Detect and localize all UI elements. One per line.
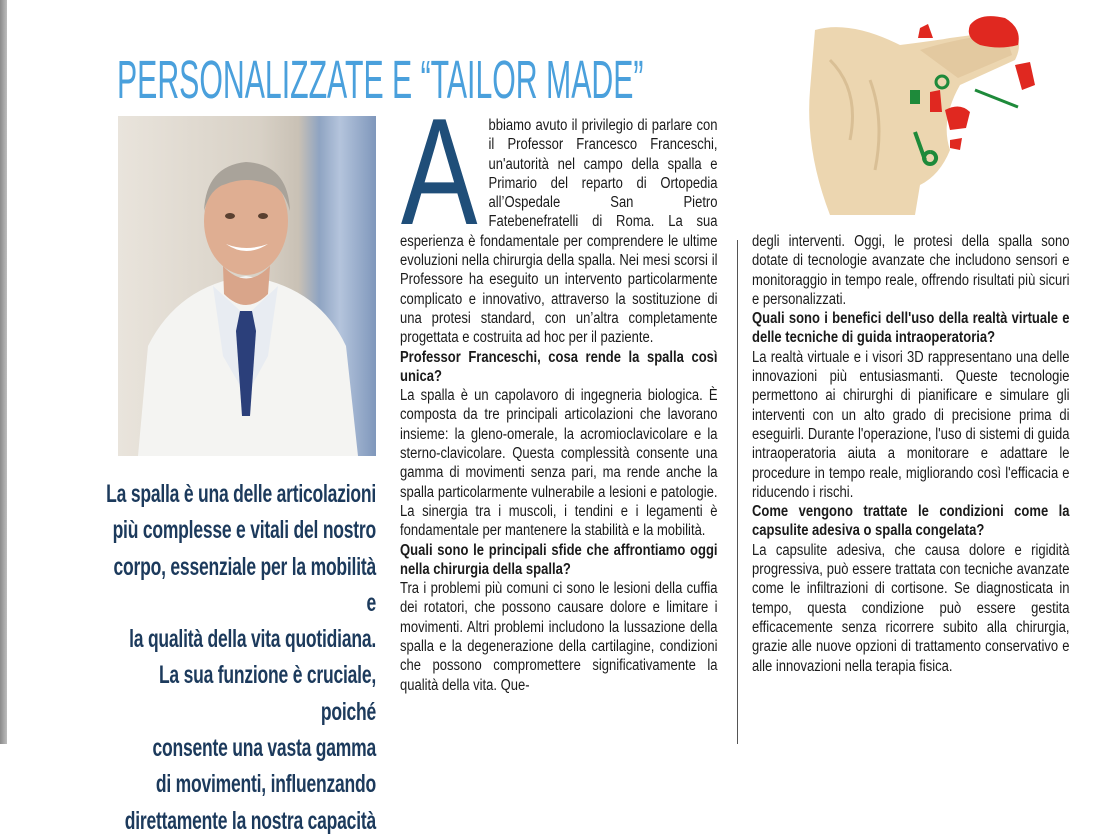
pull-quote-line: consente una vasta gamma — [152, 734, 376, 763]
pull-quote-line: più complesse e vitali del nostro — [112, 516, 376, 545]
question-heading: Come vengono trattate le condizioni come la capsulite adesiva o spalla congelata? — [752, 503, 1070, 540]
answer-paragraph: La capsulite adesiva, che causa dolore e rigidità progressiva, può essere trattata con tecniche avanzate come le infiltrazioni di cortisone. Se diagnosticata in tempo, questa condizione può essere gestita efficacemente senza ricorrere subito alla chirurgia, grazie alle nuove opzioni di trattamento conservativo e alle innovazioni nella terapia fisica. — [752, 541, 1070, 675]
intro-text: bbiamo avuto il privilegio di parlare con il Professor Francesco Franceschi, un'autorità nel campo della spalla e Primario del reparto di Ortopedia all’Ospedale San Pietro Fatebenefratelli di Roma. La sua esperienza è fondamentale per comprendere le ultime evoluzioni nella chirurgia della spalla. Nei mesi scorsi il Professore ha eseguito un intervento particolarmente complicato e innovativo, attraverso la sostituzione di una protesi standard, con un’altra completamente progettata e costruita ad hoc per il paziente. — [400, 117, 718, 347]
page-title: PERSONALIZZATE E “TAILOR MADE” — [117, 50, 644, 111]
shoulder-3d-illustration — [790, 0, 1080, 225]
column-divider — [737, 240, 738, 744]
answer-paragraph: La realtà virtuale e i visori 3D rappresentano una delle innovazioni più entusiasmanti. Queste tecnologie permettono ai chirurghi di pianificare e simulare gli interventi con un alto grado di precisione prima di eseguirli. Durante l'operazione, l'uso di sistemi di guida intraoperatoria aiuta a monitorare e adattare le procedure in tempo reale, migliorando così l'efficacia e riducendo i rischi. — [752, 348, 1070, 501]
answer-paragraph: Tra i problemi più comuni ci sono le lesioni della cuffia dei rotatori, che possono causare dolore e limitare i movimenti. Altri problemi includono la lussazione della spalla e la degenerazione della cartilagine, condizioni che possono compromettere significativamente la qualità della vita. Que- — [400, 580, 718, 694]
pull-quote-line: di movimenti, influenzando — [155, 770, 376, 799]
question-heading: Quali sono le principali sfide che affrontiamo oggi nella chirurgia della spalla? — [400, 541, 718, 578]
drop-cap: A — [400, 87, 478, 257]
pull-quote-line: La spalla è una delle articolazioni — [106, 480, 376, 508]
article-column-2 — [752, 232, 1070, 676]
question-heading: Quali sono i benefici dell'uso della realtà virtuale e delle tecniche di guida intraoperatoria? — [752, 310, 1070, 347]
answer-paragraph: degli interventi. Oggi, le protesi della spalla sono dotate di tecnologie avanzate che includono sensori e monitoraggio in tempo reale, offrendo risultati più sicuri e personalizzati. — [752, 233, 1070, 308]
answer-paragraph: La spalla è un capolavoro di ingegneria biologica. È composta da tre principali articolazioni che lavorano insieme: la gleno-omerale, la acromioclavicolare e la sterno-clavicolare. Questa complessità consente una gamma di movimenti senza pari, ma rende anche la spalla particolarmente vulnerabile a lesioni e patologie. La sinergia tra i muscoli, i tendini e i legamenti è fondamentale per mantenere la stabilità e la mobilità. — [400, 387, 718, 540]
article-column-1 — [400, 87, 718, 695]
pull-quote — [100, 476, 376, 839]
pull-quote-line: la qualità della vita quotidiana. — [129, 625, 376, 654]
pull-quote-line: corpo, essenziale per la mobilità e — [113, 552, 377, 617]
pull-quote-line: La sua funzione è cruciale, poiché — [158, 661, 376, 726]
pull-quote-line: direttamente la nostra capacità — [124, 806, 376, 835]
question-heading: Professor Franceschi, cosa rende la spalla così unica? — [400, 348, 718, 385]
intro-paragraph — [400, 87, 718, 348]
portrait-photo — [118, 116, 376, 456]
page-edge — [0, 0, 7, 744]
